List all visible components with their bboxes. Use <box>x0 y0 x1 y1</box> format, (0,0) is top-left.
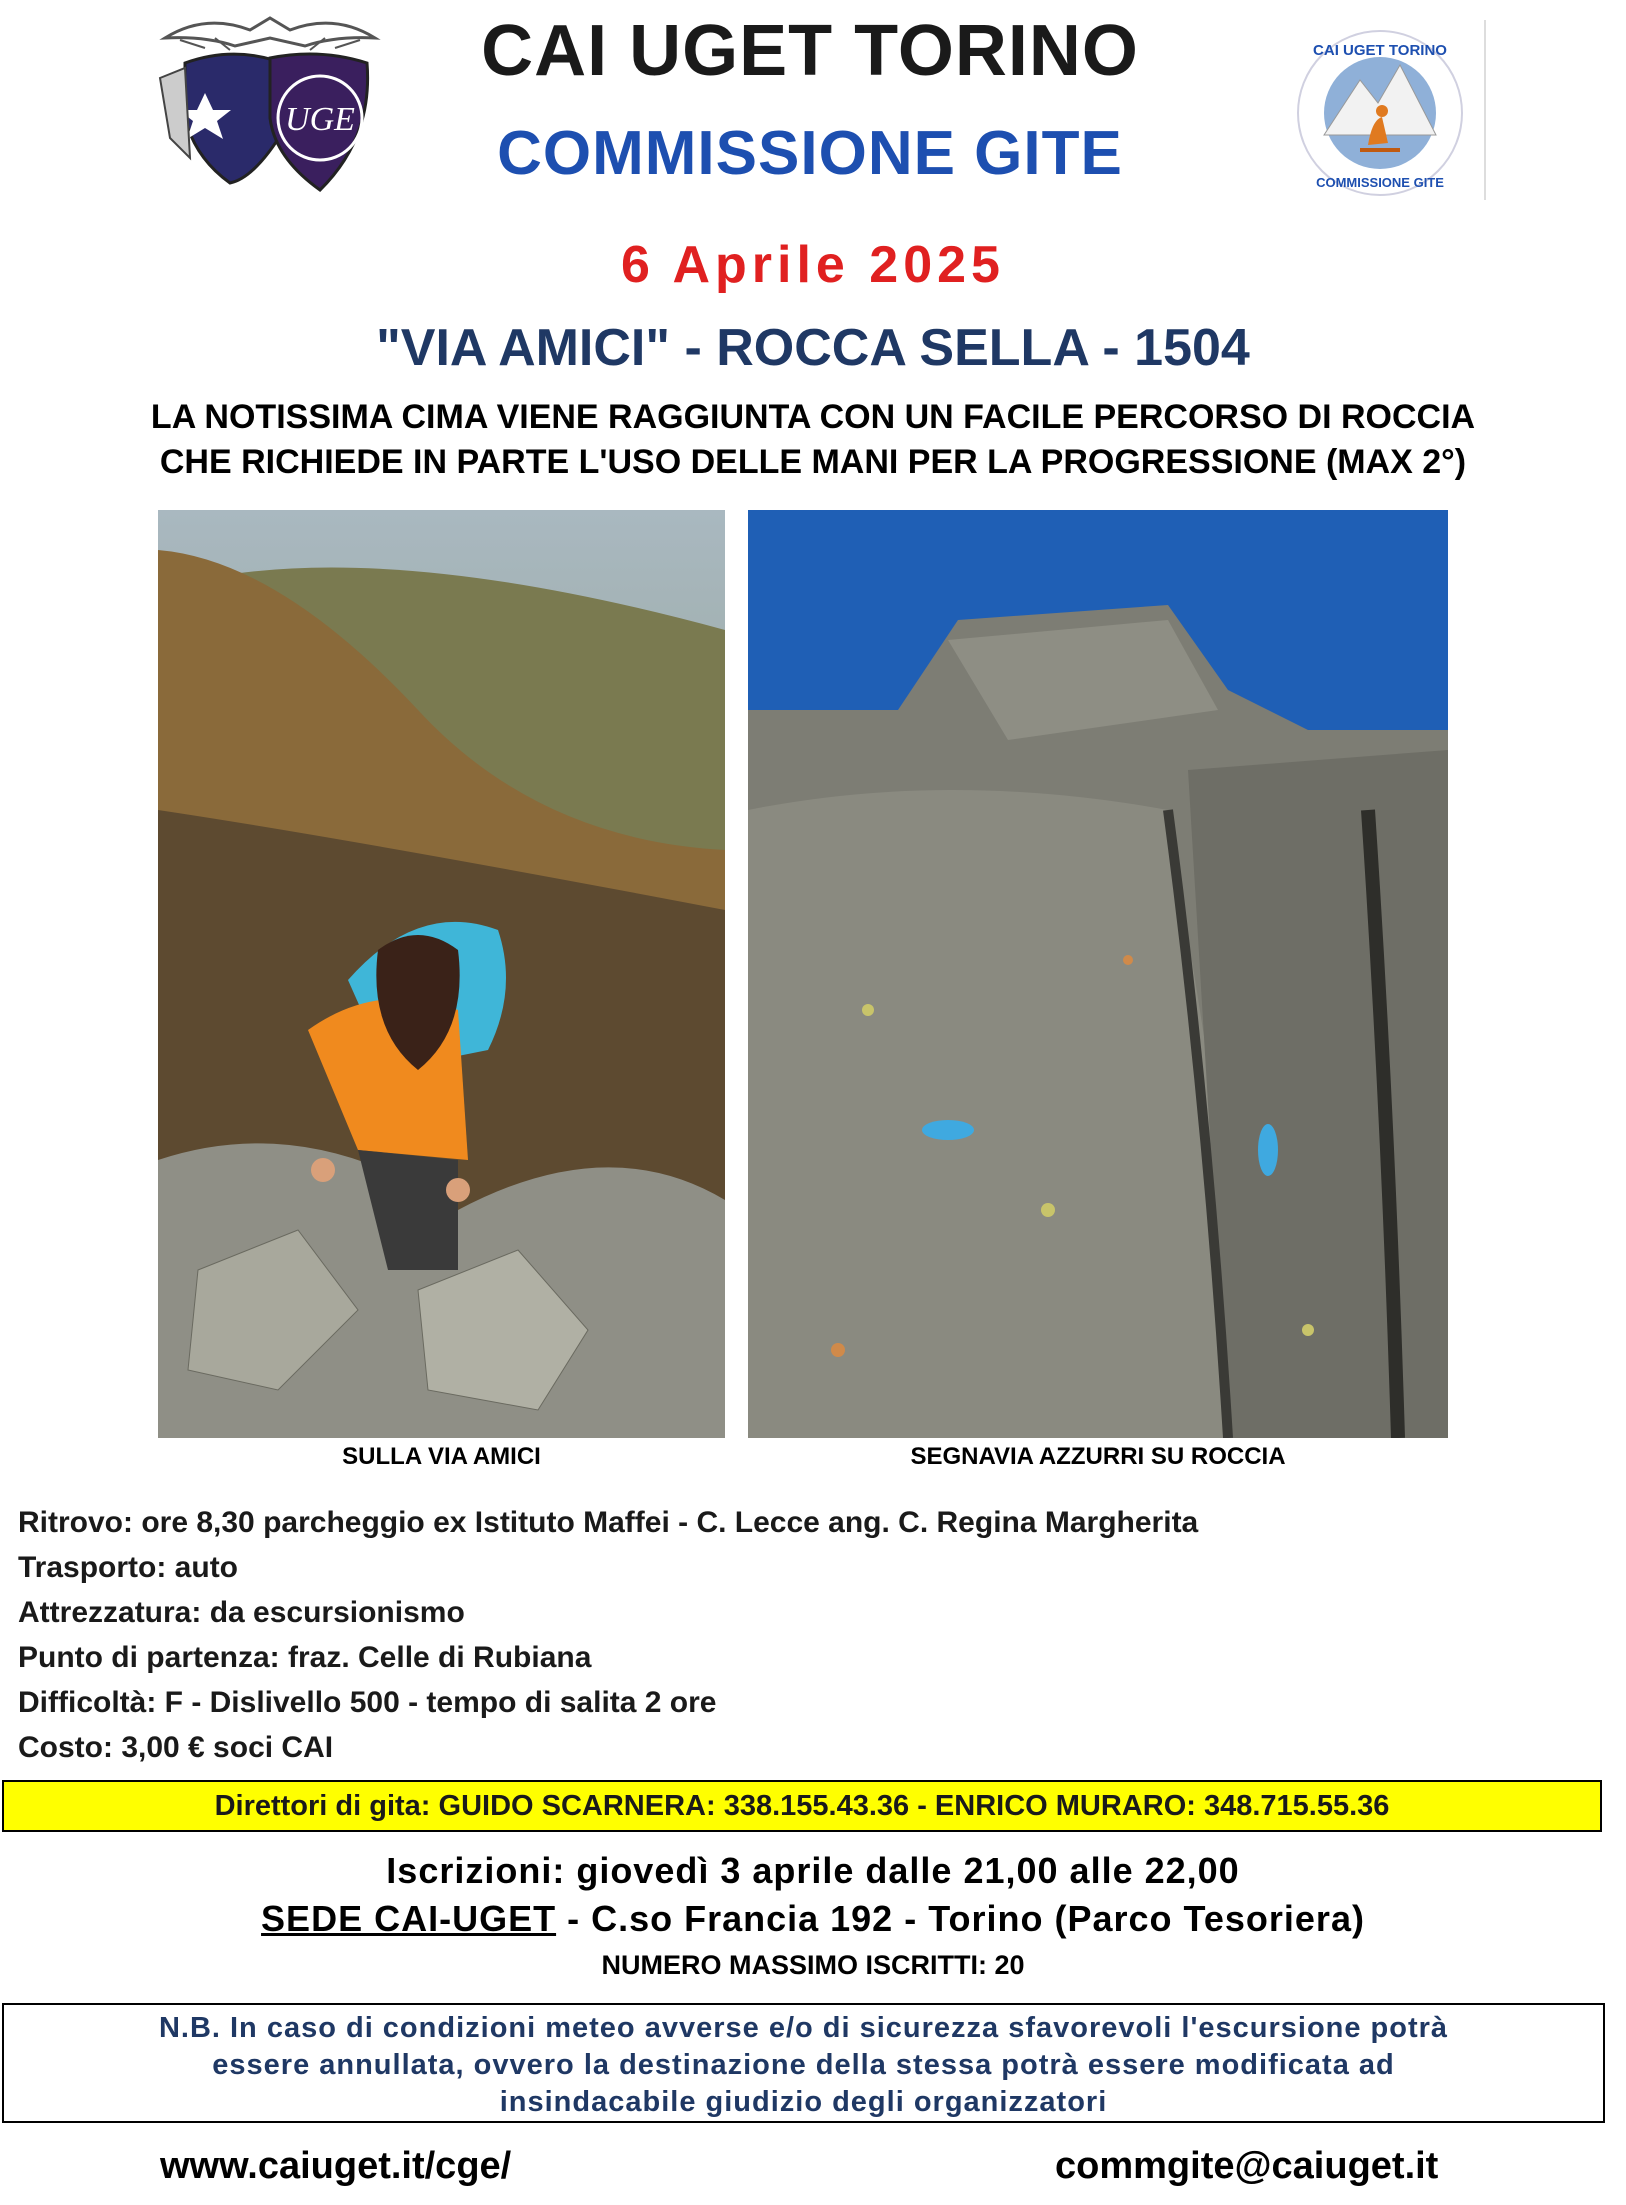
event-date: 6 Aprile 2025 <box>621 236 1005 294</box>
weather-note-box <box>2 2003 1605 2123</box>
photo-caption-right: SEGNAVIA AZZURRI SU ROCCIA <box>910 1443 1286 1470</box>
organization-title: CAI UGET TORINO <box>481 11 1139 91</box>
transport: Trasporto: auto <box>18 1551 239 1584</box>
description-line-1: LA NOTISSIMA CIMA VIENE RAGGIUNTA CON UN FACILE PERCORSO DI ROCCIA <box>150 398 1476 436</box>
header-divider <box>1484 20 1486 200</box>
description-line-2: CHE RICHIEDE IN PARTE L'USO DELLE MANI PER LA PROGRESSIONE (MAX 2°) <box>159 443 1467 481</box>
commission-title: COMMISSIONE GITE <box>497 119 1123 188</box>
starting-point: Punto di partenza: fraz. Celle di Rubiana <box>18 1641 592 1674</box>
svg-text:COMMISSIONE GITE: COMMISSIONE GITE <box>1316 175 1444 190</box>
cai-club-alpino-logo <box>145 8 395 198</box>
equipment: Attrezzatura: da escursionismo <box>18 1596 465 1629</box>
climber-photo <box>158 510 725 1438</box>
venue-address: - C.so Francia 192 - Torino (Parco Tesoriera) <box>556 1898 1365 1939</box>
svg-text:CAI UGET TORINO: CAI UGET TORINO <box>1313 42 1447 59</box>
commissione-gite-logo <box>1290 25 1470 200</box>
photo-caption-left: SULLA VIA AMICI <box>342 1443 541 1470</box>
max-participants: NUMERO MASSIMO ISCRITTI: 20 <box>601 1950 1025 1980</box>
website-link[interactable]: www.caiuget.it/cge/ <box>160 2145 512 2187</box>
cost: Costo: 3,00 € soci CAI <box>18 1731 334 1764</box>
note-line-1: N.B. In caso di condizioni meteo avverse e/o di sicurezza sfavorevoli l'escursione potrà <box>158 2012 1449 2044</box>
route-title: "VIA AMICI" - ROCCA SELLA - 1504 <box>376 319 1250 377</box>
blue-waymark-rock-photo <box>748 510 1448 1438</box>
note-line-2: essere annullata, ovvero la destinazione della stessa potrà essere modificata ad <box>212 2049 1395 2081</box>
email-link[interactable]: commgite@caiuget.it <box>1055 2145 1439 2187</box>
venue-line <box>0 1898 1626 1940</box>
svg-text:UGE: UGE <box>285 101 355 138</box>
meeting-point: Ritrovo: ore 8,30 parcheggio ex Istituto Maffei - C. Lecce ang. C. Regina Margherita <box>18 1506 1199 1539</box>
note-line-3: insindacabile giudizio degli organizzatori <box>499 2086 1108 2118</box>
venue-name: SEDE CAI-UGET <box>261 1898 557 1939</box>
difficulty: Difficoltà: F - Dislivello 500 - tempo di salita 2 ore <box>18 1686 717 1719</box>
trip-directors-banner: Direttori di gita: GUIDO SCARNERA: 338.155.43.36 - ENRICO MURARO: 348.715.55.36 <box>2 1780 1602 1832</box>
registration-info: Iscrizioni: giovedì 3 aprile dalle 21,00 alle 22,00 <box>386 1850 1240 1891</box>
trip-info-list <box>18 1500 1518 1770</box>
